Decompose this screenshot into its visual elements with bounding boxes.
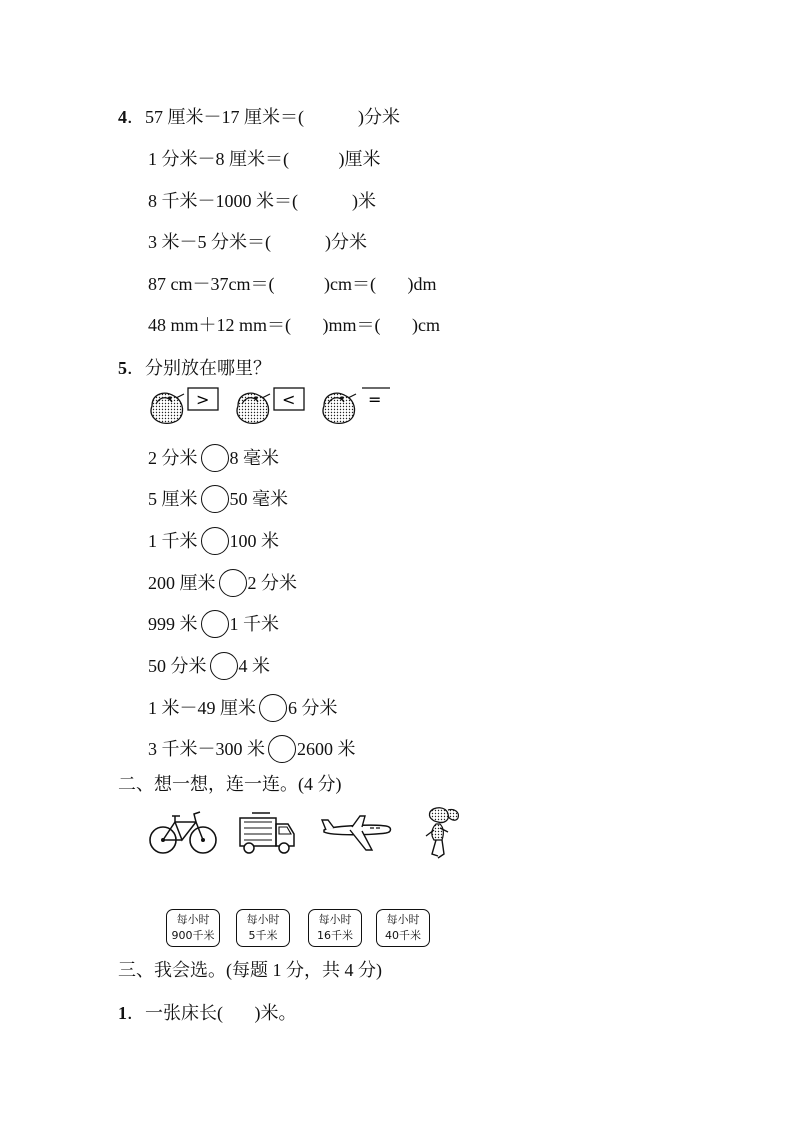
answer-circle[interactable]: [201, 444, 229, 472]
sign-less-text: <: [282, 390, 296, 409]
bird-greater-sign-icon: [146, 384, 224, 428]
q4-line-6: 48 mm＋12 mm＝( )mm＝( )cm: [148, 315, 440, 335]
answer-circle[interactable]: [219, 569, 247, 597]
q4-line-2: 1 分米－8 厘米＝( )厘米: [148, 149, 381, 169]
q5-number: 5: [118, 358, 127, 378]
section2-title: 二、想一想，连一连。(4 分): [118, 774, 342, 794]
compare-item-7: 1 米－49 厘米 6 分米: [148, 694, 338, 722]
answer-circle[interactable]: [201, 527, 229, 555]
bird-equal-sign-icon: [318, 384, 396, 428]
section3-q1-number: 1: [118, 1003, 127, 1023]
speed-card-1[interactable]: 每小时 900千米: [166, 909, 220, 947]
compare-item-2: 5 厘米 50 毫米: [148, 485, 288, 513]
q4-number: 4: [118, 107, 127, 127]
section3-q1-text: ．一张床长( )米。: [127, 1003, 297, 1023]
compare-item-3: 1 千米 100 米: [148, 527, 279, 555]
section3-q1: [118, 1002, 297, 1024]
q4-line-3: 8 千米－1000 米＝( )米: [148, 191, 376, 211]
compare-item-4: 200 厘米 2 分米: [148, 569, 297, 597]
section3-title: 三、我会选。(每题 1 分，共 4 分): [118, 960, 382, 980]
answer-circle[interactable]: [201, 485, 229, 513]
speed-card-4[interactable]: 每小时 40千米: [376, 909, 430, 947]
compare-item-1: 2 分米 8 毫米: [148, 444, 279, 472]
compare-item-6: 50 分米 4 米: [148, 652, 270, 680]
person-walking-icon: [416, 806, 464, 862]
answer-circle[interactable]: [259, 694, 287, 722]
speed-card-3[interactable]: 每小时 16千米: [308, 909, 362, 947]
bird-less-sign-icon: [232, 384, 310, 428]
compare-item-8: 3 千米－300 米 2600 米: [148, 735, 356, 763]
speed-card-2[interactable]: 每小时 5千米: [236, 909, 290, 947]
q4-line-4: 3 米－5 分米＝( )分米: [148, 232, 367, 252]
q4-line-1: 4．57 厘米－17 厘米＝( )分米: [118, 107, 400, 127]
q5-title: [118, 357, 271, 379]
answer-circle[interactable]: [210, 652, 238, 680]
q4-line-1-text: 57 厘米－17 厘米＝( )分米: [145, 107, 400, 127]
sign-equal-text: =: [368, 390, 382, 409]
airplane-icon: [320, 812, 394, 854]
compare-item-5: 999 米 1 千米: [148, 610, 279, 638]
answer-circle[interactable]: [201, 610, 229, 638]
q5-title-text: ．分别放在哪里？: [127, 358, 271, 378]
sign-greater-text: >: [196, 390, 210, 409]
answer-circle[interactable]: [268, 735, 296, 763]
truck-icon: [236, 810, 298, 856]
bicycle-icon: [148, 808, 218, 856]
q4-line-5: 87 cm－37cm＝( )cm＝( )dm: [148, 274, 437, 294]
